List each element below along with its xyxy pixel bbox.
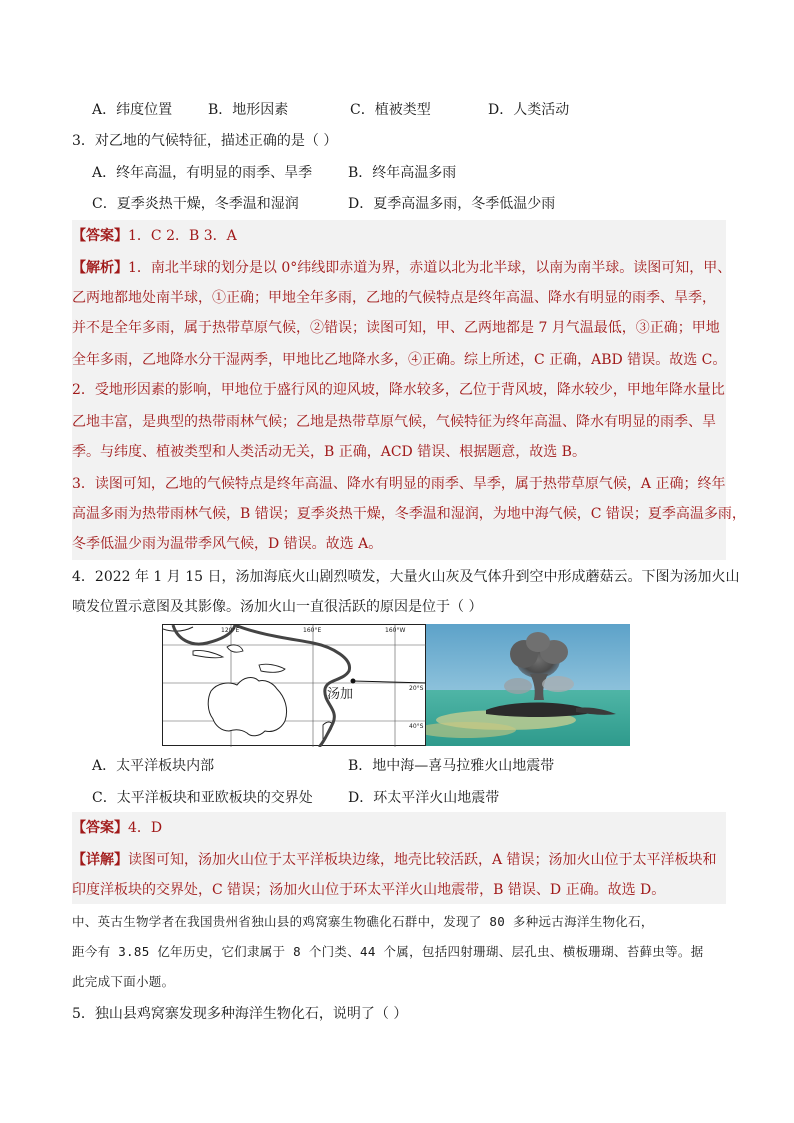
q4-option-a: A．太平洋板块内部 bbox=[92, 758, 215, 774]
q4-option-c: C．太平洋板块和亚欧板块的交界处 bbox=[92, 790, 313, 806]
q5-stem: 5．独山县鸡窝寨发现多种海洋生物化石，说明了（ ） bbox=[72, 1006, 408, 1022]
map-label-lon2: 160°E bbox=[303, 627, 322, 634]
map-label-tonga: 汤加 bbox=[327, 687, 354, 702]
map-label-lat1: 20°S bbox=[409, 685, 424, 692]
detail-line bbox=[72, 850, 717, 870]
detail-text: 读图可知，汤加火山位于太平洋板块边缘，地壳比较活跃，A 错误；汤加火山位于太平洋板块和 bbox=[128, 852, 717, 868]
analysis-tag: 【解析】 bbox=[72, 260, 128, 276]
analysis-line: 冬季低温少雨为温带季风气候，D 错误。故选 A。 bbox=[72, 536, 383, 552]
detail-line: 印度洋板块的交界处，C 错误；汤加火山位于环太平洋火山地震带，B 错误、D 正确。故选 D。 bbox=[72, 882, 666, 898]
answer-4 bbox=[72, 818, 162, 838]
analysis-text: 1．南北半球的划分是以 0°纬线即赤道为界，赤道以北为北半球，以南为南半球。读图可知，甲、 bbox=[128, 260, 732, 276]
analysis-line: 乙两地都地处南半球，①正确；甲地全年多雨，乙地的气候特点是终年高温、降水有明显的雨季、旱季， bbox=[72, 290, 716, 306]
answer-tag: 【答案】 bbox=[72, 228, 128, 244]
q4-stem-line: 4．2022 年 1 月 15 日，汤加海底火山剧烈喷发，大量火山灰及气体升到空中形成蘑菇云。下图为汤加火山 bbox=[72, 569, 740, 585]
detail-tag: 【详解】 bbox=[72, 852, 128, 868]
analysis-line: 2．受地形因素的影响，甲地位于盛行风的迎风坡，降水较多，乙位于背风坡，降水较少，甲地年降水量比 bbox=[72, 382, 725, 398]
q3-option-b: B．终年高温多雨 bbox=[348, 165, 457, 181]
answer-text: 4．D bbox=[128, 820, 163, 836]
tonga-location-map bbox=[162, 624, 426, 746]
map-label-lon1: 120°E bbox=[221, 627, 240, 634]
eruption-image bbox=[426, 624, 630, 746]
answer-tag: 【答案】 bbox=[72, 820, 128, 836]
analysis-line: 乙地丰富，是典型的热带雨林气候；乙地是热带草原气候，气候特征为终年高温、降水有明显的雨季、旱 bbox=[72, 414, 716, 430]
passage-line: 中、英古生物学者在我国贵州省独山县的鸡窝寨生物礁化石群中，发现了 80 多种远古海洋生物化石， bbox=[72, 914, 654, 929]
q4-stem-line: 喷发位置示意图及其影像。汤加火山一直很活跃的原因是位于（ ） bbox=[72, 599, 483, 615]
q3-option-d: D．夏季高温多雨，冬季低温少雨 bbox=[348, 196, 556, 212]
q4-figure bbox=[162, 624, 630, 746]
answer-block-4 bbox=[72, 812, 726, 904]
analysis-line: 全年多雨，乙地降水分干湿两季，甲地比乙地降水多，④正确。综上所述，C 正确，ABD 错误。故选 C。 bbox=[72, 352, 727, 368]
map-label-lon3: 160°W bbox=[385, 627, 406, 634]
map-label-lat2: 40°S bbox=[409, 723, 424, 730]
q3-stem: 3．对乙地的气候特征，描述正确的是（ ） bbox=[72, 133, 338, 149]
q2-option-c: C．植被类型 bbox=[350, 102, 431, 118]
q3-option-a: A．终年高温，有明显的雨季、旱季 bbox=[92, 165, 313, 181]
passage-line: 此完成下面小题。 bbox=[72, 974, 175, 989]
answer-block-1 bbox=[72, 220, 746, 560]
analysis-line: 3．读图可知，乙地的气候特点是终年高温、降水有明显的雨季、旱季，属于热带草原气候，A 正确；终年 bbox=[72, 476, 726, 492]
q2-option-d: D．人类活动 bbox=[488, 102, 570, 118]
analysis-line: 并不是全年多雨，属于热带草原气候，②错误；读图可知，甲、乙两地都是 7 月气温最低，③正确；甲地 bbox=[72, 320, 720, 336]
q4-option-b: B．地中海—喜马拉雅火山地震带 bbox=[348, 758, 555, 774]
q2-option-b: B．地形因素 bbox=[208, 102, 289, 118]
passage-line: 距今有 3.85 亿年历史，它们隶属于 8 个门类、44 个属，包括四射珊瑚、层孔虫、横板珊瑚、苔藓虫等。据 bbox=[72, 944, 704, 959]
q2-option-a: A．纬度位置 bbox=[92, 102, 173, 118]
answer-1 bbox=[72, 226, 237, 246]
analysis-line: 季。与纬度、植被类型和人类活动无关，B 正确，ACD 错误、根据题意，故选 B。 bbox=[72, 444, 586, 460]
map-graphic bbox=[163, 625, 427, 747]
volcano-eruption-photo bbox=[426, 624, 630, 746]
q3-option-c: C．夏季炎热干燥，冬季温和湿润 bbox=[92, 196, 299, 212]
q4-option-d: D．环太平洋火山地震带 bbox=[348, 790, 500, 806]
answer-text: 1．C 2．B 3．A bbox=[128, 228, 237, 244]
analysis-line bbox=[72, 258, 731, 278]
analysis-line: 高温多雨为热带雨林气候，B 错误；夏季炎热干燥，冬季温和湿润，为地中海气候，C 错误；夏季高温多雨， bbox=[72, 506, 746, 522]
